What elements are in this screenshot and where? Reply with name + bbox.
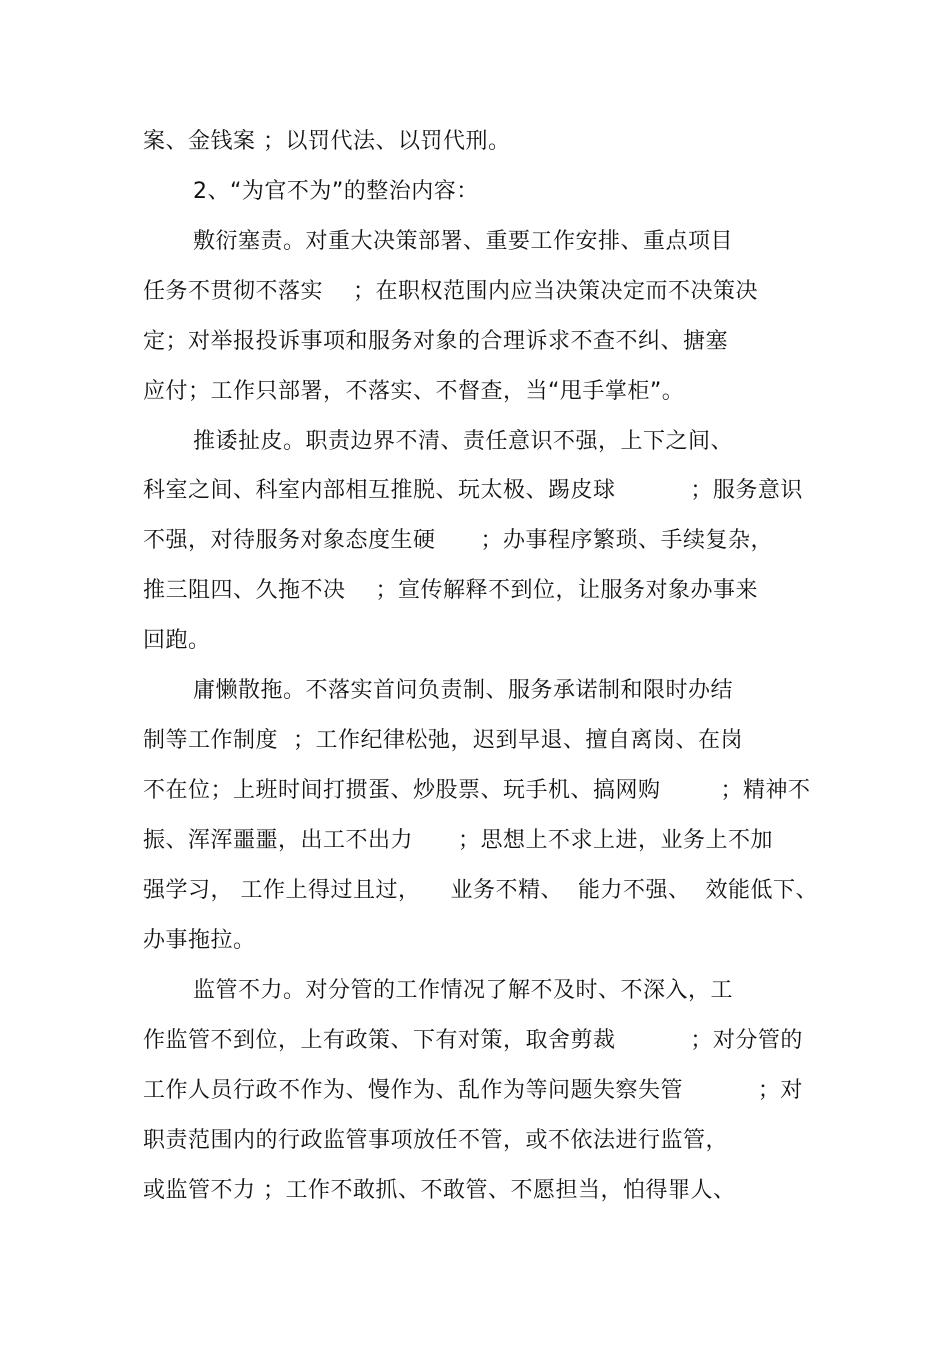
- text-line: 振、浑浑噩噩，出工不出力 ；思想上不求上进，业务上不加: [143, 828, 773, 853]
- text-line: 案、金钱案 ；以罚代法、以罚代刑。: [143, 129, 511, 154]
- text-line: 不强，对待服务对象态度生硬 ；办事程序繁琐、手续复杂，: [143, 528, 773, 553]
- text-line: 回跑。: [143, 628, 211, 653]
- text-line: 办事拖拉。: [143, 928, 256, 953]
- text-line: 职责范围内的行政监管事项放任不管，或不依法进行监管，: [143, 1128, 729, 1153]
- text-line: 不在位；上班时间打掼蛋、炒股票、玩手机、搞网购 ；精神不: [143, 778, 811, 803]
- text-line: 强学习， 工作上得过且过， 业务不精、 能力不强、 效能低下、: [143, 878, 818, 903]
- section-heading: 2、“为官不为”的整治内容：: [193, 179, 479, 204]
- paragraph-start: 推诿扯皮。职责边界不清、责任意识不强，上下之间、: [193, 429, 734, 454]
- paragraph-start: 敷衍塞责。对重大决策部署、重要工作安排、重点项目: [193, 229, 734, 254]
- text-line: 应付；工作只部署，不落实、不督查，当“甩手掌柜”。: [143, 379, 685, 404]
- paragraph-start: 庸懒散拖。不落实首问负责制、服务承诺制和限时办结: [193, 678, 734, 703]
- text-line: 推三阻四、久拖不决 ；宣传解释不到位，让服务对象办事来: [143, 578, 758, 603]
- text-line: 或监管不力 ；工作不敢抓、不敢管、不愿担当，怕得罪人、: [143, 1178, 736, 1203]
- text-line: 定；对举报投诉事项和服务对象的合理诉求不查不纠、搪塞: [143, 329, 729, 354]
- text-line: 作监管不到位，上有政策、下有对策，取舍剪裁 ；对分管的: [143, 1028, 803, 1053]
- paragraph-start: 监管不力。对分管的工作情况了解不及时、不深入，工: [193, 978, 734, 1003]
- text-line: 制等工作制度 ；工作纪律松弛，迟到早退、擅自离岗、在岗: [143, 728, 743, 753]
- text-line: 工作人员行政不作为、慢作为、乱作为等问题失察失管 ；对: [143, 1078, 803, 1103]
- text-line: 科室之间、科室内部相互推脱、玩太极、踢皮球 ；服务意识: [143, 478, 803, 503]
- text-line: 任务不贯彻不落实 ；在职权范围内应当决策决定而不决策决: [143, 279, 758, 304]
